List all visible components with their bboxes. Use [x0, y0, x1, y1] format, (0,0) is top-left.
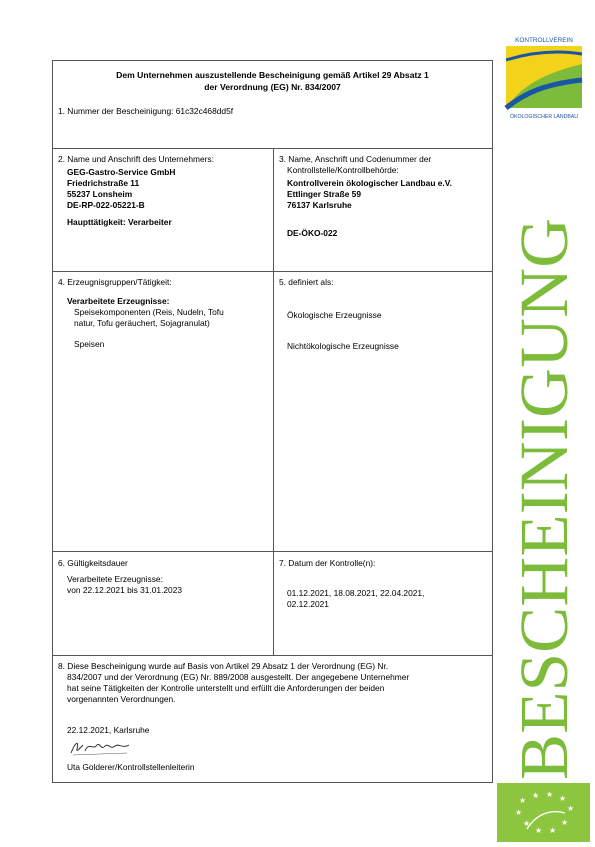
title-line-1: Dem Unternehmen auszustellende Bescheinigung gemäß Artikel 29 Absatz 1	[116, 70, 429, 80]
authority-code: DE-ÖKO-022	[287, 228, 338, 238]
section-5-label: 5. definiert als:	[279, 277, 334, 287]
section-6-label: 6. Gültigkeitsdauer	[58, 558, 128, 568]
svg-text:★: ★	[532, 791, 540, 800]
inspection-dates-2: 02.12.2021	[287, 599, 329, 609]
section-3-label-2: Kontrollstelle/Kontrollbehörde:	[287, 165, 399, 175]
svg-text:★: ★	[515, 808, 523, 817]
definition-non-organic: Nichtökologische Erzeugnisse	[287, 341, 399, 351]
validity-line-2: von 22.12.2021 bis 31.01.2023	[67, 585, 183, 595]
svg-text:★: ★	[567, 804, 575, 813]
company-name: GEG-Gastro-Service GmbH	[67, 167, 176, 177]
logo-bottom-text: ÖKOLOGISCHER LANDBAU	[509, 114, 579, 120]
kontrollverein-logo	[502, 30, 586, 120]
product-group: Verarbeitete Erzeugnisse:	[67, 296, 170, 306]
eu-leaf-icon	[497, 783, 590, 842]
company-city: 55237 Lonsheim	[67, 189, 133, 199]
certificate-number: 1. Nummer der Bescheinigung: 61c32c468dd5f	[58, 106, 234, 116]
authority-street: Ettlinger Straße 59	[287, 189, 362, 199]
validity-line-1: Verarbeitete Erzeugnisse:	[67, 574, 163, 584]
section-3-label-1: 3. Name, Anschrift und Codenummer der	[279, 154, 432, 164]
svg-text:★: ★	[523, 819, 531, 828]
svg-text:★: ★	[535, 826, 543, 835]
title-line-2: der Verordnung (EG) Nr. 834/2007	[204, 82, 341, 92]
divider	[53, 655, 492, 656]
inspection-dates-1: 01.12.2021, 18.08.2021, 22.04.2021,	[287, 588, 425, 598]
logo-top-text: KONTROLLVEREIN	[515, 37, 573, 44]
certificate-form	[52, 60, 493, 783]
svg-text:★: ★	[549, 826, 557, 835]
place-and-date: 22.12.2021, Karlsruhe	[67, 725, 150, 735]
authority-city: 76137 Karlsruhe	[287, 200, 352, 210]
product-items-1: Speisekomponenten (Reis, Nudeln, Tofu	[74, 307, 224, 317]
eu-organic-leaf-logo	[497, 783, 590, 842]
section-8-line-4: vorgenannten Verordnungen.	[67, 694, 176, 704]
certificate-title	[53, 69, 492, 93]
definition-organic: Ökologische Erzeugnisse	[287, 310, 382, 320]
signature-icon	[67, 737, 137, 757]
section-2-label: 2. Name und Anschrift des Unternehmers:	[58, 154, 214, 164]
svg-text:★: ★	[559, 794, 567, 803]
company-street: Friedrichstraße 11	[67, 178, 140, 188]
side-banner-text: BESCHEINIGUNG	[506, 217, 582, 780]
product-item-meals: Speisen	[74, 339, 105, 349]
product-items-2: natur, Tofu geräuchert, Sojagranulat)	[74, 318, 210, 328]
main-activity: Haupttätigkeit: Verarbeiter	[67, 217, 172, 227]
section-8-line-3: hat seine Tätigkeiten der Kontrolle unterstellt und erfüllt die Anforderungen der beiden	[67, 683, 385, 693]
column-divider	[273, 148, 274, 655]
svg-text:★: ★	[561, 818, 569, 827]
section-7-label: 7. Datum der Kontrolle(n):	[279, 558, 376, 568]
company-code: DE-RP-022-05221-B	[67, 200, 145, 210]
svg-text:★: ★	[546, 790, 554, 799]
section-8-line-1: 8. Diese Bescheinigung wurde auf Basis von Artikel 29 Absatz 1 der Verordnung (EG) Nr.	[58, 661, 389, 671]
section-8-line-2: 834/2007 und der Verordnung (EG) Nr. 889/2008 ausgestellt. Der angegebene Unternehmer	[67, 672, 410, 682]
authority-name: Kontrollverein ökologischer Landbau e.V.	[287, 178, 452, 188]
section-4-label: 4. Erzeugnisgruppen/Tätigkeit:	[58, 277, 172, 287]
svg-text:★: ★	[519, 796, 527, 805]
signatory: Uta Golderer/Kontrollstellenleiterin	[67, 762, 195, 772]
